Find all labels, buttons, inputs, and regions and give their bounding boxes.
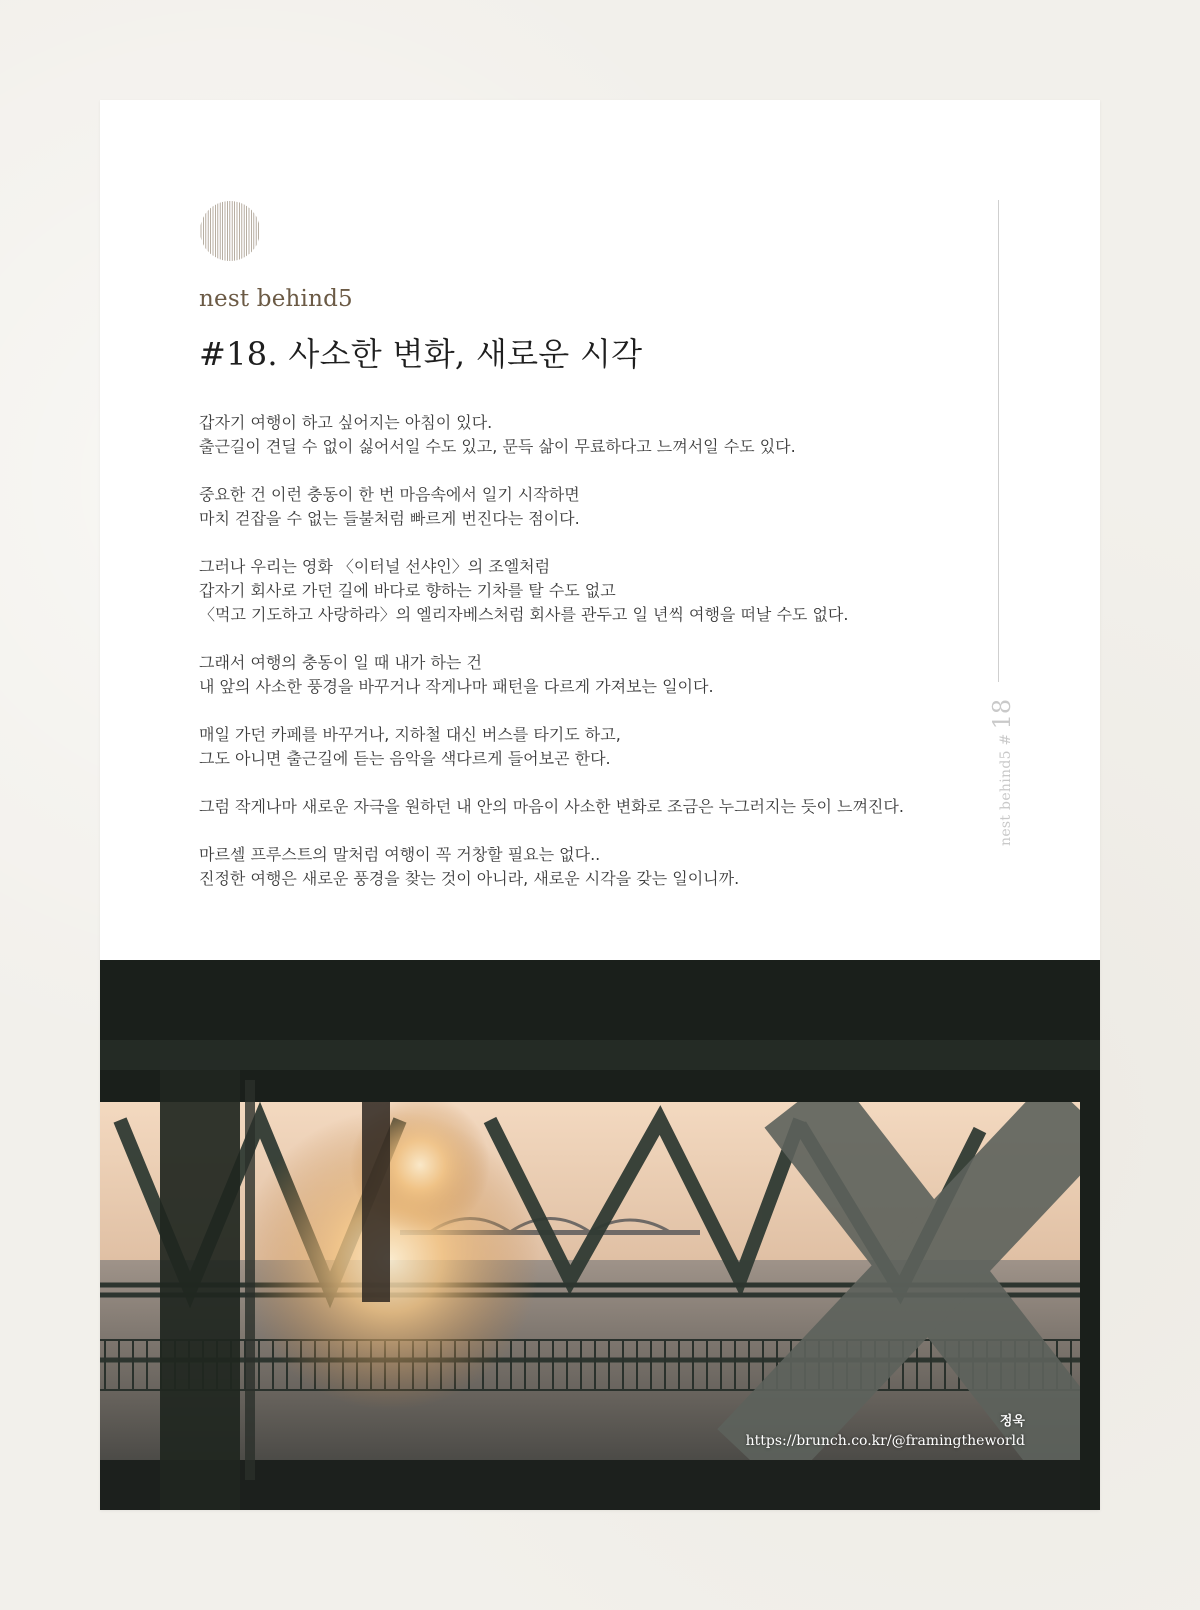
article-card [100, 100, 1100, 1510]
body-line: 그러나 우리는 영화 〈이터널 선샤인〉의 조엘처럼 [199, 557, 551, 576]
body-line: 중요한 건 이런 충동이 한 번 마음속에서 일기 시작하면 [199, 485, 580, 504]
body-line: 그래서 여행의 충동이 일 때 내가 하는 건 [199, 653, 482, 672]
side-label-number: 18 [988, 698, 1016, 730]
side-issue-label [988, 699, 1016, 846]
bridge-photo [100, 960, 1100, 1510]
article-body [199, 411, 979, 915]
brand-name: nest behind5 [199, 286, 353, 312]
paragraph [199, 795, 979, 819]
paragraph [199, 555, 979, 627]
body-line: 출근길이 견딜 수 없이 싫어서일 수도 있고, 문득 삶이 무료하다고 느껴서일 수도 있다. [199, 437, 796, 456]
vertical-divider [998, 200, 999, 682]
body-line: 마치 걷잡을 수 없는 들불처럼 빠르게 번진다는 점이다. [199, 509, 580, 528]
body-line: 매일 가던 카페를 바꾸거나, 지하철 대신 버스를 타기도 하고, [199, 725, 621, 744]
body-line: 마르셀 프루스트의 말처럼 여행이 꼭 거창할 필요는 없다.. [199, 845, 601, 864]
paragraph [199, 411, 979, 459]
body-line: 진정한 여행은 새로운 풍경을 찾는 것이 아니라, 새로운 시각을 갖는 일이니까. [199, 869, 740, 888]
body-line: 내 앞의 사소한 풍경을 바꾸거나 작게나마 패턴을 다르게 가져보는 일이다. [199, 677, 714, 696]
side-label-text: nest behind5 # [998, 733, 1014, 846]
circle-line-pattern-icon [199, 200, 261, 262]
photographer-url: https://brunch.co.kr/@framingtheworld [745, 1433, 1025, 1449]
photographer-name: 정욱 [999, 1414, 1025, 1429]
body-line: 갑자기 회사로 가던 길에 바다로 향하는 기차를 탈 수도 없고 [199, 581, 616, 600]
body-line: 그럼 작게나마 새로운 자극을 원하던 내 안의 마음이 사소한 변화로 조금은 누그러지는 듯이 느껴진다. [199, 797, 904, 816]
paragraph [199, 843, 979, 891]
photo-credit [746, 1410, 1025, 1449]
body-line: 그도 아니면 출근길에 듣는 음악을 색다르게 들어보곤 한다. [199, 749, 611, 768]
paragraph [199, 723, 979, 771]
body-line: 〈먹고 기도하고 사랑하라〉의 엘리자베스처럼 회사를 관두고 일 년씩 여행을 떠날 수도 없다. [199, 605, 849, 624]
paragraph [199, 483, 979, 531]
body-line: 갑자기 여행이 하고 싶어지는 아침이 있다. [199, 413, 493, 432]
article-title: #18. 사소한 변화, 새로운 시각 [199, 335, 643, 373]
paragraph [199, 651, 979, 699]
